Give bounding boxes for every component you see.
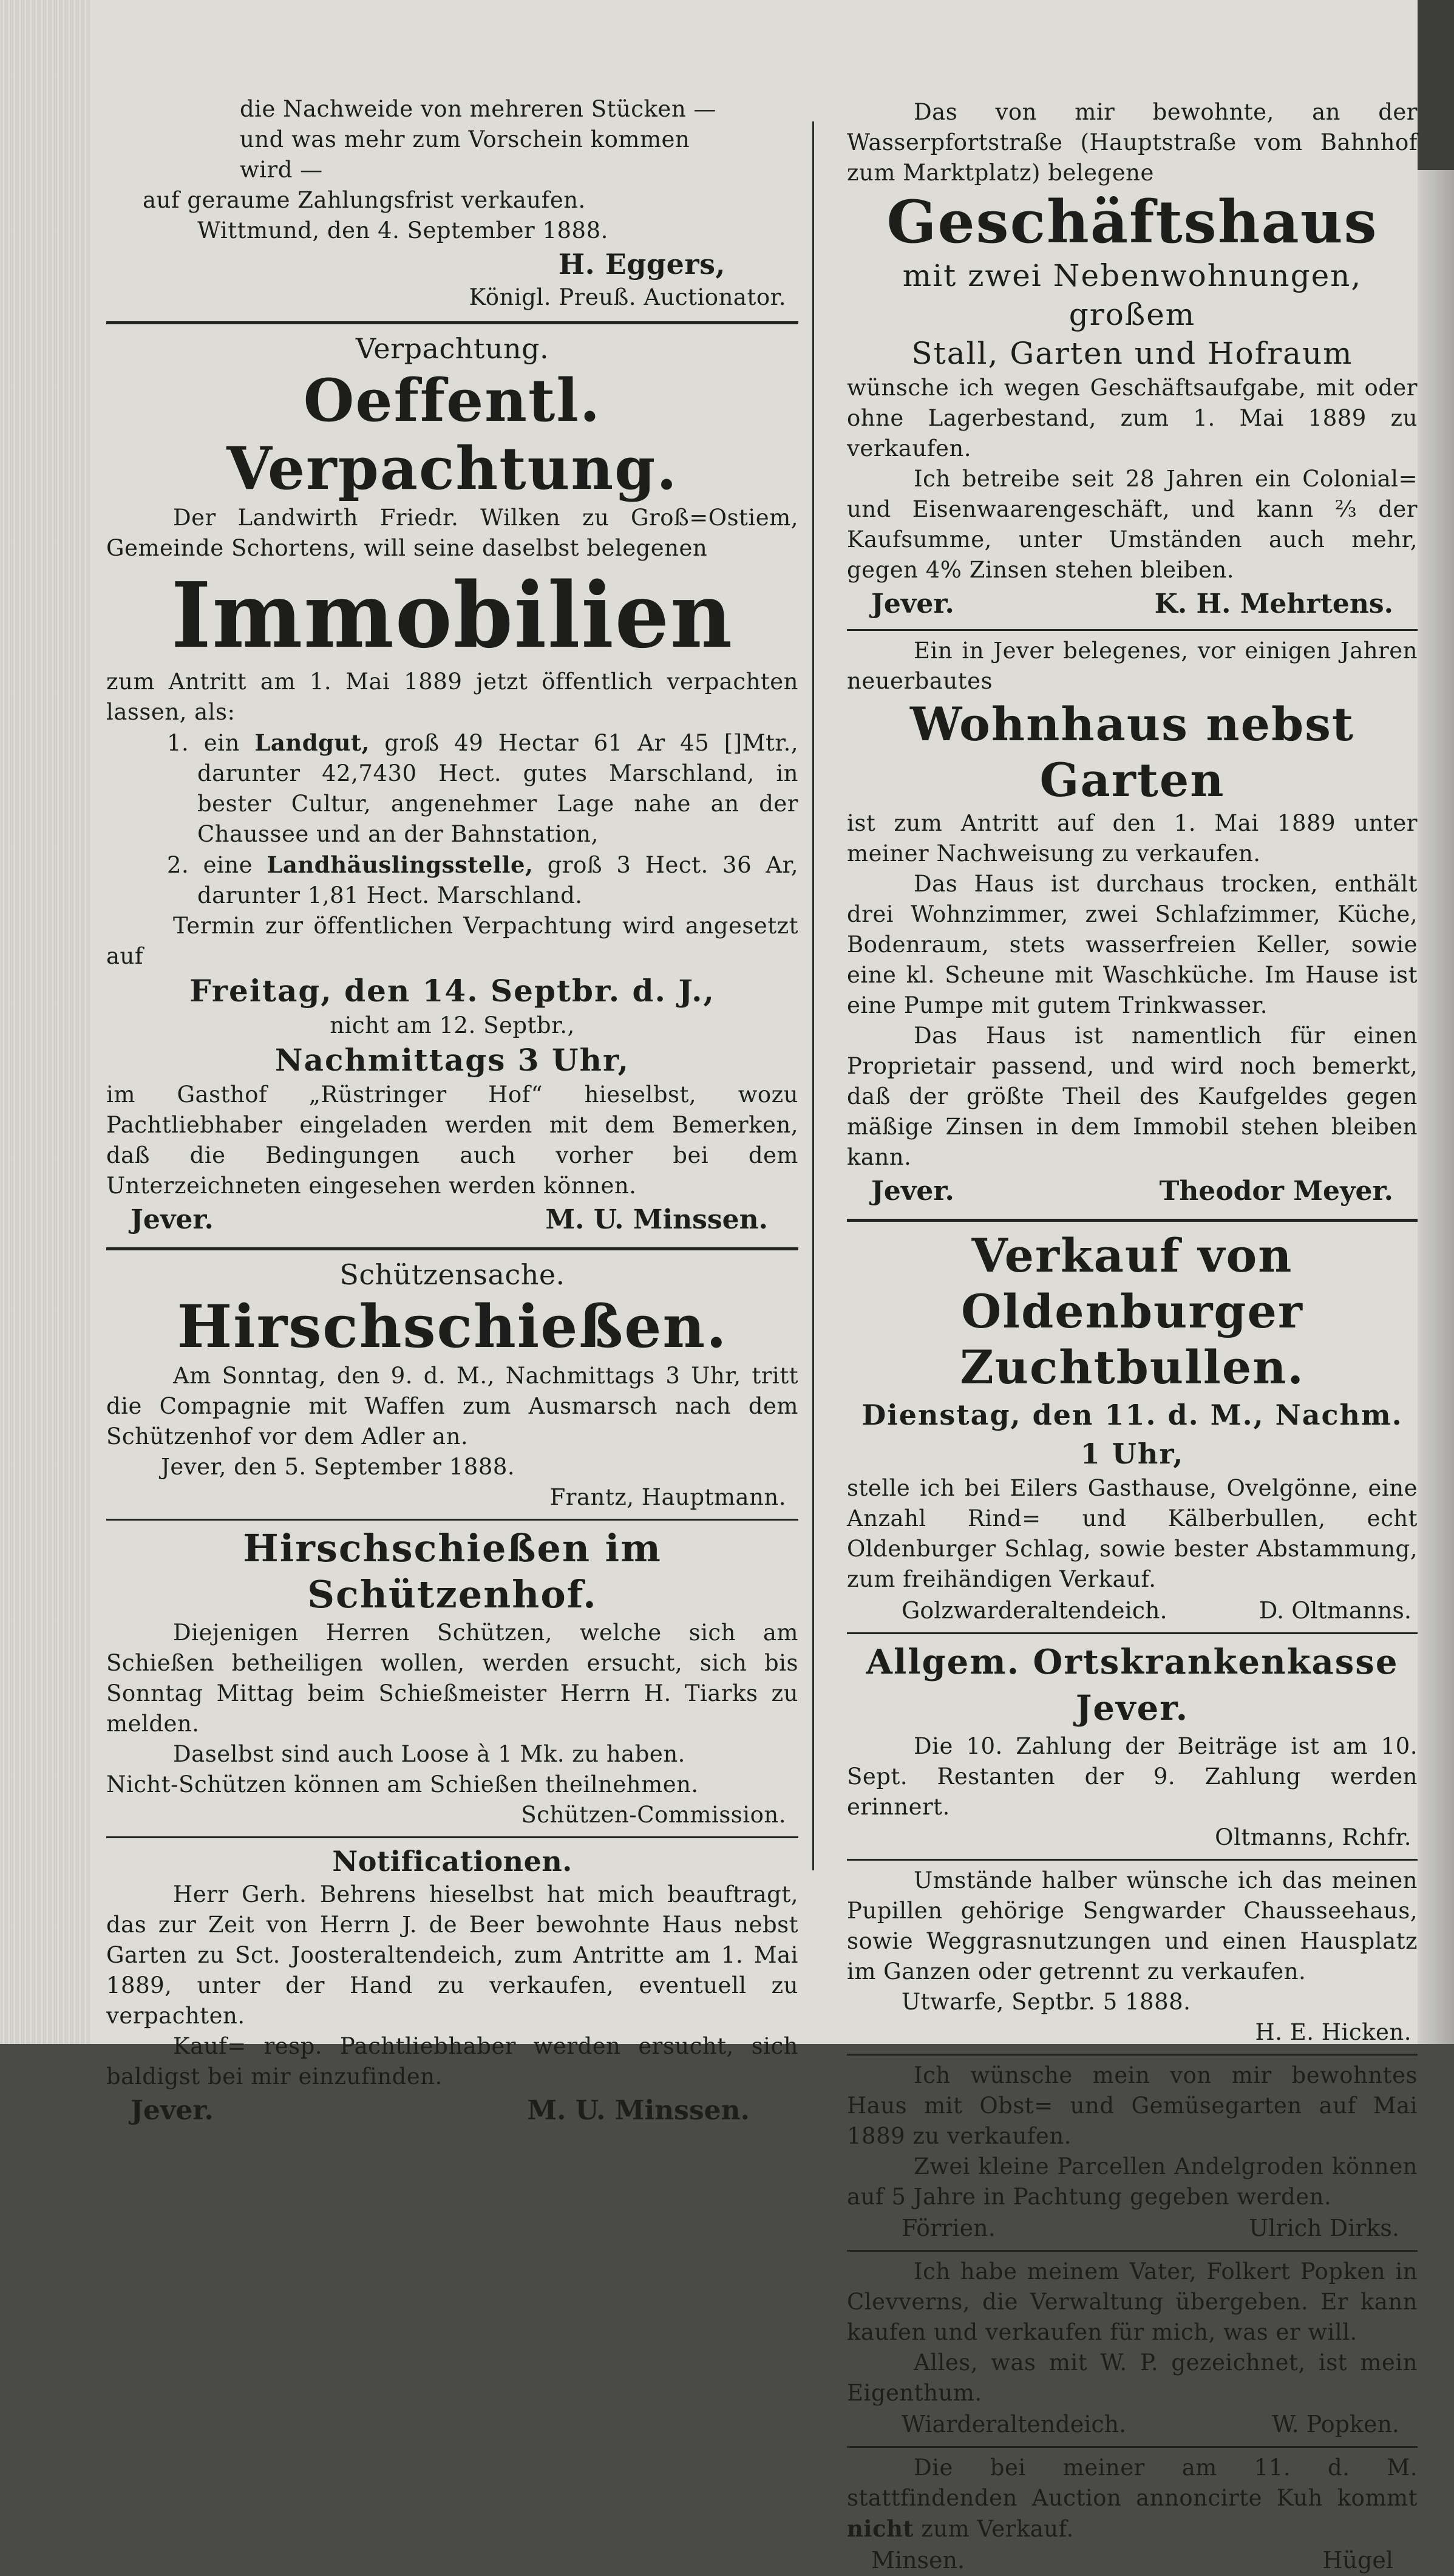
body-text: Daselbst sind auch Loose à 1 Mk. zu haben.	[173, 1741, 685, 1767]
emphasis-text: nicht	[847, 2515, 914, 2542]
ad-sengwarden	[847, 1866, 1418, 2048]
signature-line	[847, 1173, 1418, 1210]
ad-schuetzensache	[106, 1256, 798, 1513]
item-bold: Landgut,	[254, 729, 370, 756]
ad-separator	[106, 1836, 798, 1838]
kicker: Verpachtung.	[355, 332, 549, 365]
ad-separator	[847, 629, 1418, 631]
date-line: Dienstag, den 11. d. M., Nachm. 1 Uhr,	[861, 1399, 1403, 1470]
list-item	[167, 850, 798, 911]
signature-place: Jever.	[131, 1204, 214, 1235]
ad-notificationen	[106, 1843, 798, 2130]
column-divider	[812, 121, 814, 1870]
headline: Hirschschießen im Schützenhof.	[243, 1526, 662, 1617]
signature-line	[106, 2092, 798, 2130]
signature-name: K. H. Mehrtens.	[1154, 588, 1393, 619]
ad-separator	[847, 2250, 1418, 2252]
body-text	[847, 2453, 1418, 2544]
body-text: zum Antritt am 1. Mai 1889 jetzt öffentlich verpachten lassen, als:	[106, 669, 798, 725]
signer: H. E. Hicken.	[1255, 2019, 1412, 2045]
signature-name: Theodor Meyer.	[1159, 1176, 1393, 1207]
left-column	[106, 94, 798, 2130]
ad-separator	[847, 1859, 1418, 1861]
not-line: nicht am 12. Septbr.,	[330, 1012, 575, 1038]
body-text: ist zum Antritt auf den 1. Mai 1889 unter meiner Nachweisung zu verkaufen.	[847, 810, 1418, 867]
ad-geschaeftshaus	[847, 97, 1418, 623]
ad-auction	[847, 2453, 1418, 2576]
item-text: groß 49 Hectar 61 Ar 45 []Mtr., darunter 42,7430 Hect. gutes Marschland, in bester Cultur, angenehmer Lage nahe an der Chaussee und an der Bahnstation,	[197, 730, 798, 847]
ad-popken	[847, 2257, 1418, 2440]
intro-text: Ein in Jever belegenes, vor einigen Jahren neuerbautes	[847, 638, 1418, 694]
signature-name: Hügel	[1322, 2547, 1393, 2574]
body-text: Diejenigen Herren Schützen, welche sich am Schießen betheiligen wollen, werden ersucht, sich bis Sonntag Mittag beim Schießmeister Herrn H. Tiarks zu melden.	[106, 1620, 798, 1737]
ad-eggers	[106, 94, 798, 313]
signature-place: Golzwarderaltendeich.	[902, 1597, 1167, 1624]
signature-name: Ulrich Dirks.	[1249, 2215, 1399, 2241]
body-text: Umstände halber wünsche ich das meinen Pupillen gehörige Sengwarder Chausseehaus, sowie Weggrasnutzungen und einen Hausplatz im Ganzen oder getrennt zu verkaufen.	[847, 1867, 1418, 1985]
termin-text: Termin zur öffentlichen Verpachtung wird angesetzt auf	[106, 913, 798, 969]
place-date: Jever, den 5. September 1888.	[161, 1454, 515, 1480]
body-text: wünsche ich wegen Geschäftsaufgabe, mit oder ohne Lagerbestand, zum 1. Mai 1889 zu verkaufen.	[847, 375, 1418, 462]
place-date: Utwarfe, Septbr. 5 1888.	[902, 1989, 1191, 2015]
ad-separator	[847, 2054, 1418, 2056]
headline: Verkauf von Oldenburger	[961, 1228, 1303, 1338]
body-text: Die 10. Zahlung der Beiträge ist am 10. Sept. Restanten der 9. Zahlung werden erinnert.	[847, 1733, 1418, 1820]
ad-foerrien	[847, 2060, 1418, 2244]
body-text: Das Haus ist durchaus trocken, enthält drei Wohnzimmer, zwei Schlafzimmer, Küche, Bodenraum, stets wasserfreien Keller, sowie eine kl. Scheune mit Waschküche. Im Hause ist eine Pumpe mit gutem Trinkwasser.	[847, 871, 1418, 1018]
subheadline: mit zwei Nebenwohnungen, großem	[902, 258, 1362, 332]
signature-place: Jever.	[871, 588, 954, 619]
signature-place: Förrien.	[902, 2215, 996, 2241]
signature-line	[106, 1201, 798, 1239]
item-bold: Landhäuslingsstelle,	[267, 851, 534, 878]
signature-place: Minsen.	[871, 2547, 965, 2574]
body-text: stelle ich bei Eilers Gasthause, Ovelgönne, eine Anzahl Rind= und Kälberbullen, echt Oldenburger Schlag, sowie bester Abstammung, zum freihändigen Verkauf.	[847, 1475, 1418, 1592]
body-text: Das Haus ist namentlich für einen Proprietair passend, und wird noch bemerkt, daß der größte Theil des Kaufgeldes gegen mäßige Zinsen in dem Immobil stehen bleiben kann.	[847, 1023, 1418, 1170]
text-line: wird —	[240, 157, 323, 183]
signature-line	[847, 1595, 1418, 1626]
body-text: Am Sonntag, den 9. d. M., Nachmittags 3 Uhr, tritt die Compagnie mit Waffen zum Ausmarsch nach dem Schützenhof vor dem Adler an.	[106, 1363, 798, 1450]
body-text: Kauf= resp. Pachtliebhaber werden ersucht, sich baldigst bei mir einzufinden.	[106, 2033, 798, 2090]
ad-separator	[847, 1219, 1418, 1222]
right-column	[847, 97, 1418, 2576]
headline: Hirschschießen.	[177, 1292, 728, 1361]
place-date: Wittmund, den 4. September 1888.	[197, 217, 608, 244]
ad-wohnhaus	[847, 636, 1418, 1210]
property-list	[167, 727, 798, 911]
text-line: die Nachweide von mehreren Stücken —	[240, 96, 716, 122]
headline: Geschäftshaus	[886, 188, 1378, 256]
body-text: Ich habe meinem Vater, Folkert Popken in Clevverns, die Verwaltung übergeben. Er kann kaufen und verkaufen für mich, was er will.	[847, 2258, 1418, 2345]
signer-name: H. Eggers,	[558, 248, 725, 281]
signer-title: Königl. Preuß. Auctionator.	[469, 284, 786, 310]
place-text: im Gasthof „Rüstringer Hof“ hieselbst, wozu Pachtliebhaber eingeladen werden mit dem Bemerken, daß die Bedingungen auch vorher bei dem Unterzeichneten eingesehen werden können.	[106, 1082, 798, 1199]
kicker: Schützensache.	[339, 1258, 565, 1291]
body-text: Nicht-Schützen können am Schießen theilnehmen.	[106, 1771, 699, 1797]
signature-line	[847, 2544, 1418, 2576]
ad-ortskrankenkasse	[847, 1639, 1418, 1853]
list-item	[167, 727, 798, 850]
text-span: zum Verkauf.	[921, 2516, 1074, 2542]
signer: Frantz, Hauptmann.	[549, 1484, 786, 1510]
ad-separator	[106, 321, 798, 324]
signature-place: Jever.	[131, 2095, 214, 2126]
headline: Zuchtbullen.	[960, 1340, 1305, 1394]
signature-name: D. Oltmanns.	[1259, 1597, 1412, 1624]
body-text: Ich betreibe seit 28 Jahren ein Colonial= und Eisenwaarengeschäft, und kann ⅔ der Kaufsumme, unter Umständen auch mehr, gegen 4% Zinsen stehen bleiben.	[847, 466, 1418, 583]
signature-place: Jever.	[871, 1176, 954, 1207]
ad-schuetzenhof	[106, 1525, 798, 1830]
text-line: und was mehr zum Vorschein kommen	[240, 126, 690, 152]
ad-separator	[106, 1247, 798, 1250]
ad-separator	[106, 1519, 798, 1521]
ad-verpachtung	[106, 330, 798, 1239]
signature-line	[847, 2212, 1418, 2244]
ad-separator	[847, 2446, 1418, 2448]
date-line: Freitag, den 14. Septbr. d. J.,	[189, 973, 715, 1009]
intro-text: Der Landwirth Friedr. Wilken zu Groß=Ostiem, Gemeinde Schortens, will seine daselbst belegenen	[106, 505, 798, 561]
big-headline: Immobilien	[171, 562, 734, 668]
headline: Oeffentl. Verpachtung.	[226, 366, 678, 503]
item-number: 2. eine	[167, 852, 253, 878]
signature-line	[847, 2408, 1418, 2440]
signature-place: Wiarderaltendeich.	[902, 2411, 1127, 2438]
body-text: Zwei kleine Parcellen Andelgroden können auf 5 Jahre in Pachtung gegeben werden.	[847, 2153, 1418, 2210]
page-stack-edge	[0, 0, 91, 2044]
signer: Oltmanns, Rchfr.	[1215, 1824, 1412, 1850]
text-span: Die bei meiner am 11. d. M. stattfindenden Auction annoncirte Kuh kommt	[847, 2455, 1418, 2511]
intro-text: Das von mir bewohnte, an der Wasserpfortstraße (Hauptstraße vom Bahnhof zum Marktplatz) belegene	[847, 99, 1418, 186]
signature-line	[847, 585, 1418, 623]
adjacent-page-edge	[1418, 170, 1454, 2044]
text-line: auf geraume Zahlungsfrist verkaufen.	[143, 187, 586, 213]
item-text: groß 3 Hect. 36 Ar, darunter 1,81 Hect. Marschland.	[197, 852, 798, 908]
ad-zuchtbullen	[847, 1228, 1418, 1626]
subheadline: Stall, Garten und Hofraum	[911, 336, 1353, 371]
headline: Allgem. Ortskrankenkasse Jever.	[866, 1642, 1399, 1728]
ad-separator	[847, 1632, 1418, 1634]
body-text: Ich wünsche mein von mir bewohntes Haus mit Obst= und Gemüsegarten auf Mai 1889 zu verkaufen.	[847, 2062, 1418, 2149]
signature-name: M. U. Minssen.	[527, 2095, 750, 2126]
body-text: Herr Gerh. Behrens hieselbst hat mich beauftragt, das zur Zeit von Herrn J. de Beer bewohnte Haus nebst Garten zu Sct. Joosteraltendeich, zum Antritte am 1. Mai 1889, unter der Hand zu verkaufen, eventuell zu verpachten.	[106, 1881, 798, 2029]
body-text: Alles, was mit W. P. gezeichnet, ist mein Eigenthum.	[847, 2349, 1418, 2406]
headline: Wohnhaus nebst Garten	[909, 697, 1354, 807]
signature-name: M. U. Minssen.	[545, 1204, 768, 1235]
time-line: Nachmittags 3 Uhr,	[274, 1042, 630, 1078]
signature-name: W. Popken.	[1272, 2411, 1399, 2438]
signer: Schützen-Commission.	[521, 1802, 786, 1828]
kicker: Notificationen.	[332, 1845, 572, 1878]
item-number: 1. ein	[167, 730, 240, 756]
